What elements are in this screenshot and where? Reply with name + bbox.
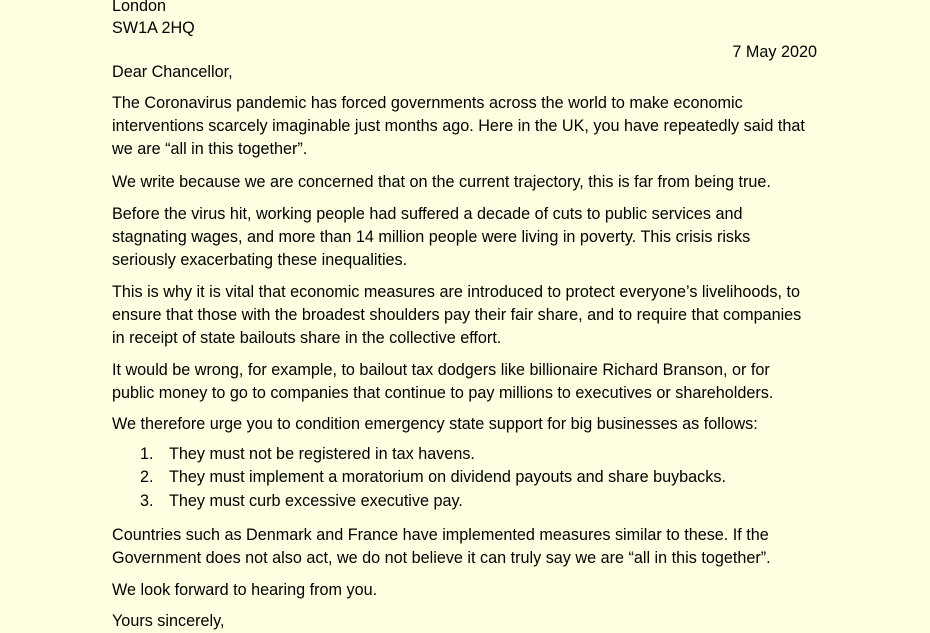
- closing-paragraph-1-line-2: Government does not also act, we do not believe it can truly say we are “all in this together”.: [112, 549, 771, 567]
- paragraph-4-line-2: ensure that those with the broadest shoulders pay their fair share, and to require that companies: [112, 306, 802, 324]
- paragraph-3-line-1: Before the virus hit, working people had suffered a decade of cuts to public services and: [112, 205, 743, 223]
- paragraph-2-line-1: We write because we are concerned that on the current trajectory, this is far from being true.: [112, 173, 771, 191]
- list-item-number: 1.: [140, 445, 154, 463]
- list-item-number: 2.: [140, 468, 154, 487]
- paragraph-1-line-2: interventions scarcely imaginable just months ago. Here in the UK, you have repeatedly said that: [112, 117, 805, 135]
- salutation: Dear Chancellor,: [112, 63, 233, 81]
- closing-paragraph-1-line-1: Countries such as Denmark and France have implemented measures similar to these. If the: [112, 526, 769, 544]
- paragraph-4-line-3: in receipt of state bailouts share in the collective effort.: [112, 329, 502, 347]
- address-postcode: SW1A 2HQ: [112, 19, 195, 37]
- paragraph-1-line-1: The Coronavirus pandemic has forced governments across the world to make economic: [112, 94, 743, 112]
- paragraph-1-line-3: we are “all in this together”.: [112, 140, 308, 158]
- letter-date: 7 May 2020: [732, 43, 817, 61]
- paragraph-5-line-2: public money to go to companies that continue to pay millions to executives or shareholders.: [112, 384, 774, 402]
- list-item-number: 3.: [140, 491, 154, 510]
- list-item-text: They must not be registered in tax havens.: [169, 445, 475, 463]
- list-item-text: They must implement a moratorium on dividend payouts and share buybacks.: [169, 468, 726, 487]
- signoff: Yours sincerely,: [112, 612, 225, 630]
- list-item-text: They must curb excessive executive pay.: [169, 491, 463, 510]
- paragraph-3-line-2: stagnating wages, and more than 14 million people were living in poverty. This crisis risks: [112, 228, 751, 246]
- paragraph-3-line-3: seriously exacerbating these inequalities.: [112, 251, 408, 269]
- closing-paragraph-2-line-1: We look forward to hearing from you.: [112, 581, 378, 599]
- paragraph-5-line-1: It would be wrong, for example, to bailout tax dodgers like billionaire Richard Branson, or for: [112, 361, 770, 379]
- paragraph-4-line-1: This is why it is vital that economic measures are introduced to protect everyone’s livelihoods, to: [112, 283, 800, 301]
- address-city: London: [112, 0, 167, 15]
- paragraph-6-line-1: We therefore urge you to condition emergency state support for big businesses as follows:: [112, 415, 758, 433]
